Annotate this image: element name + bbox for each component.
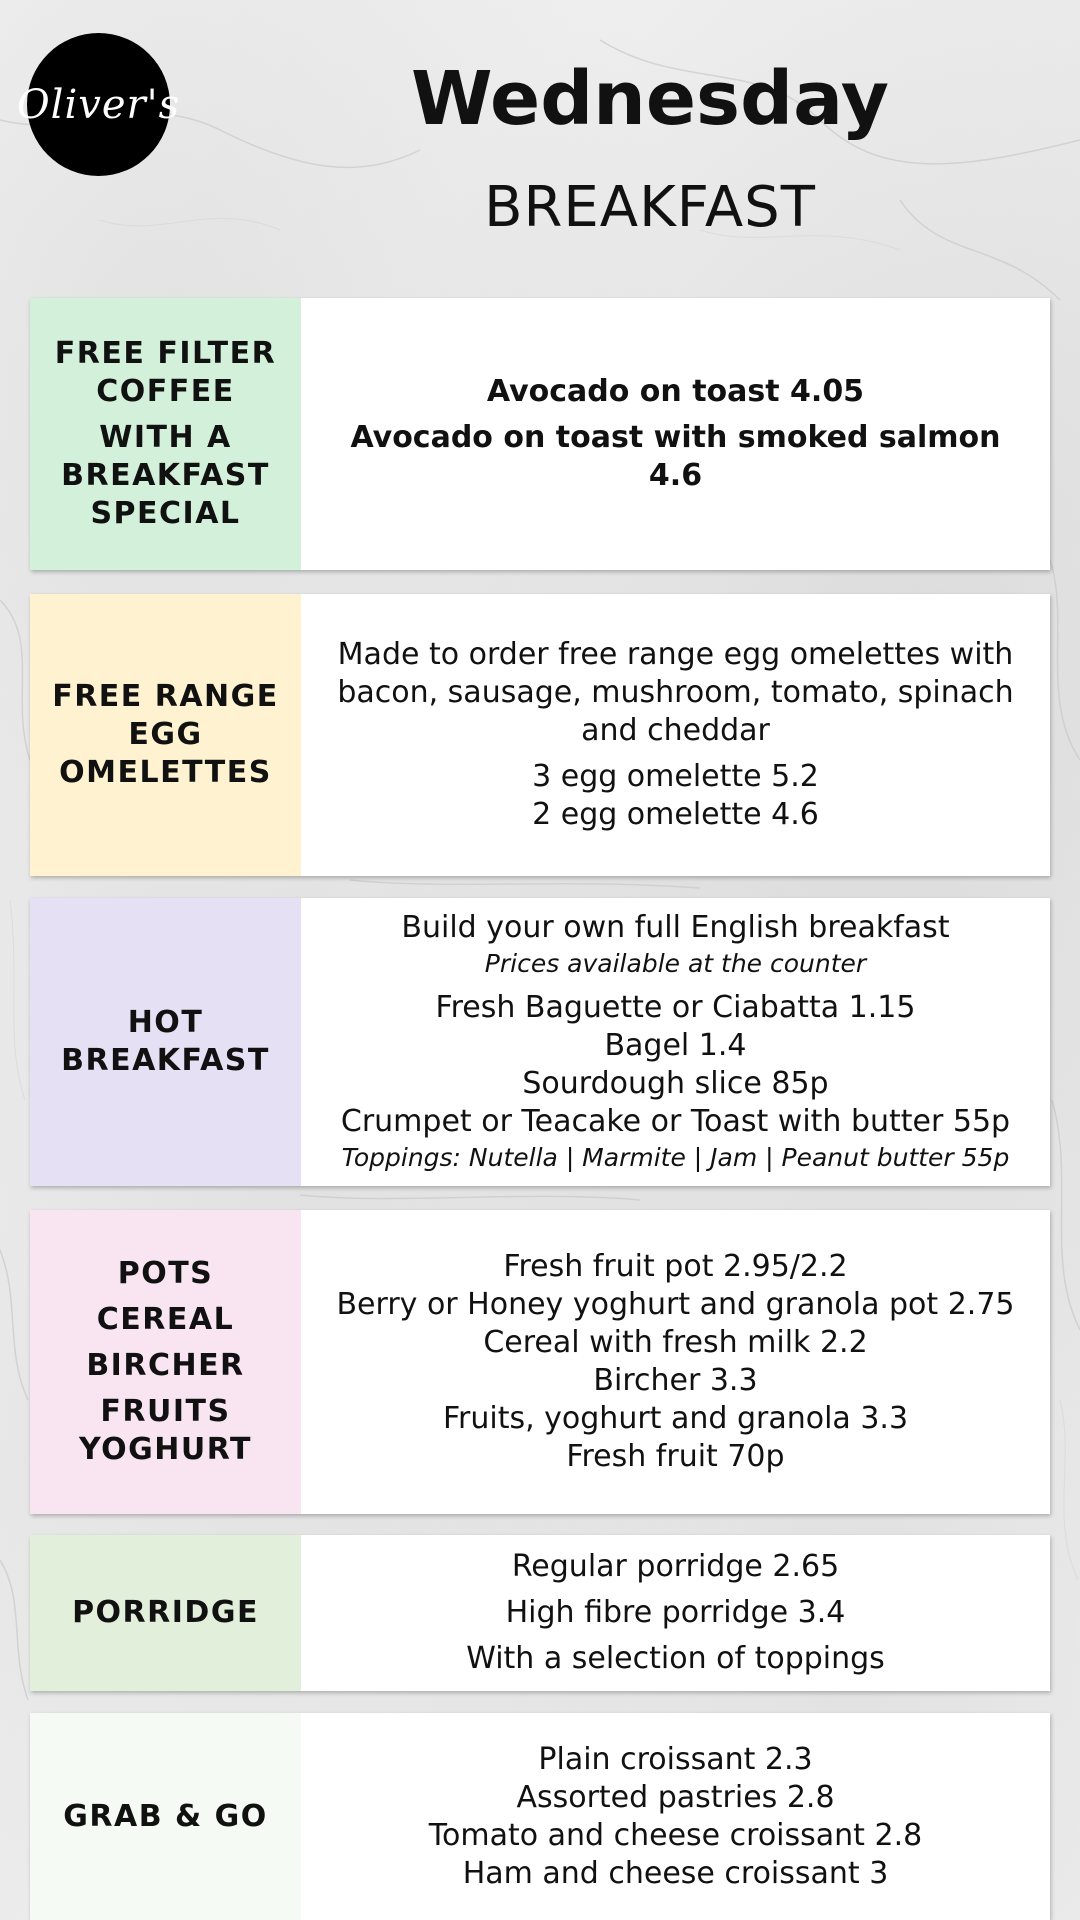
label-line: BIRCHER — [86, 1348, 245, 1383]
section-note: Prices available at the counter — [484, 949, 867, 978]
section-content — [301, 298, 1050, 570]
logo-text: Oliver's — [16, 81, 181, 128]
menu-item: 3 egg omelette 5.2 — [532, 759, 819, 794]
section-label — [30, 1535, 301, 1691]
menu-item: Assorted pastries 2.8 — [516, 1779, 835, 1815]
menu-item: 2 egg omelette 4.6 — [532, 797, 819, 832]
menu-item: Bagel 1.4 — [604, 1028, 747, 1063]
menu-item: High fibre porridge 3.4 — [505, 1595, 846, 1630]
menu-item: Regular porridge 2.65 — [511, 1549, 840, 1584]
menu-item: Fresh fruit pot 2.95/2.2 — [503, 1249, 848, 1284]
menu-item: Berry or Honey yoghurt and granola pot 2.75 — [336, 1287, 1015, 1322]
olivers-logo — [16, 33, 181, 176]
section-label — [30, 298, 301, 570]
label-line: WITH A — [99, 420, 232, 455]
menu-item: Avocado on toast 4.05 — [486, 374, 865, 409]
menu-item: Fresh fruit 70p — [566, 1439, 785, 1474]
section-label — [30, 898, 301, 1186]
day-title: Wednesday — [411, 56, 889, 142]
section-omelettes — [30, 594, 1050, 876]
meal-title: BREAKFAST — [484, 175, 816, 240]
section-content — [301, 594, 1050, 876]
section-coffee-special — [30, 298, 1050, 570]
label-line: FRUITS — [100, 1394, 231, 1429]
section-pots-cereal — [30, 1210, 1050, 1514]
label-line: PORRIDGE — [72, 1595, 259, 1630]
section-content — [301, 1535, 1050, 1691]
menu-item: Fruits, yoghurt and granola 3.3 — [442, 1401, 909, 1436]
label-line: FREE RANGE — [52, 679, 279, 714]
menu-item: Fresh Baguette or Ciabatta 1.15 — [435, 990, 916, 1025]
label-line: OMELETTES — [59, 755, 272, 790]
label-line: HOT — [127, 1005, 204, 1040]
section-porridge — [30, 1535, 1050, 1691]
toppings-note: Toppings: Nutella | Marmite | Jam | Peanut butter 55p — [341, 1143, 1010, 1172]
label-line: COFFEE — [96, 374, 235, 409]
section-content — [301, 898, 1050, 1186]
label-line: EGG — [128, 717, 203, 752]
label-line: GRAB & GO — [63, 1798, 268, 1834]
menu-item: Avocado on toast with smoked salmon 4.6 — [350, 420, 1001, 493]
label-line: POTS — [117, 1256, 214, 1291]
label-line: BREAKFAST — [61, 458, 270, 493]
label-line: CEREAL — [96, 1302, 235, 1337]
menu-item: Crumpet or Teacake or Toast with butter 55p — [340, 1104, 1011, 1139]
section-label — [30, 1713, 301, 1920]
section-content — [301, 1713, 1050, 1920]
label-line: YOGHURT — [79, 1432, 252, 1467]
label-line: SPECIAL — [90, 496, 241, 531]
section-grab-and-go — [30, 1713, 1050, 1920]
section-intro: Build your own full English breakfast — [401, 910, 950, 945]
section-label — [30, 594, 301, 876]
menu-item: Ham and cheese croissant 3 — [462, 1855, 889, 1891]
menu-item: Bircher 3.3 — [593, 1363, 758, 1398]
menu-item: Sourdough slice 85p — [522, 1066, 829, 1101]
menu-item: Tomato and cheese croissant 2.8 — [428, 1817, 923, 1853]
section-hot-breakfast — [30, 898, 1050, 1186]
label-line: FREE FILTER — [54, 336, 277, 371]
menu-item: With a selection of toppings — [466, 1641, 885, 1676]
section-content — [301, 1210, 1050, 1514]
section-label — [30, 1210, 301, 1514]
menu-item: Cereal with fresh milk 2.2 — [483, 1325, 868, 1360]
menu-item: Plain croissant 2.3 — [538, 1741, 813, 1777]
label-line: BREAKFAST — [61, 1043, 270, 1078]
section-description: Made to order free range egg omelettes with bacon, sausage, mushroom, tomato, spinach and cheddar — [337, 637, 1014, 748]
